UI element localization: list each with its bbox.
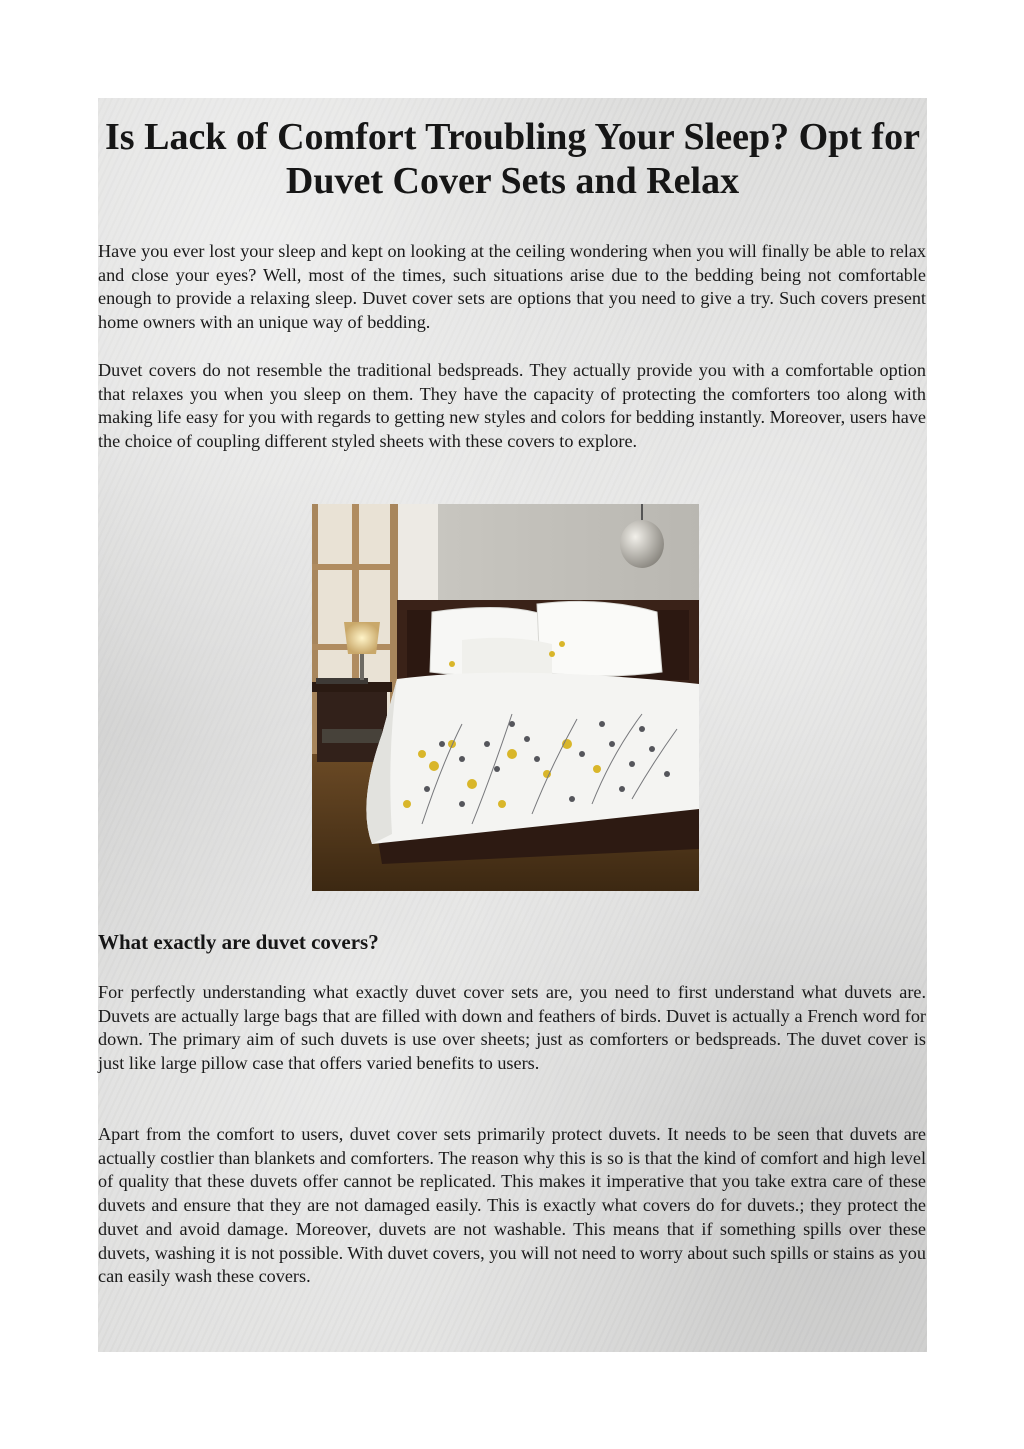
section-heading: What exactly are duvet covers?: [98, 930, 379, 954]
intro-paragraph-1: Have you ever lost your sleep and kept on looking at the ceiling wondering when you will finally be able to relax and close your eyes? Well, most of the times, such situations arise due to the bedding being not comfortable enough to provide a relaxing sleep. Duvet cover sets are options that you need to give a try. Such covers present home owners with an unique way of bedding.: [98, 241, 926, 333]
intro-paragraph-2: Duvet covers do not resemble the traditional bedspreads. They actually provide you with a comfortable option that relaxes you when you sleep on them. They have the capacity of protecting the comforters too along with making life easy for you with regards to getting new styles and colors for bedding instantly. Moreover, users have the choice of coupling different styled sheets with these covers to explore.: [98, 360, 926, 452]
section-paragraph-2: Apart from the comfort to users, duvet cover sets primarily protect duvets. It needs to be seen that duvets are actually costlier than blankets and comforters. The reason why this is so is that the kind of comfort and high level of quality that these duvets offer cannot be replicated. This makes it imperative that you take extra care of these duvets and ensure that they are not damaged easily. This is exactly what covers do for duvets.; they protect the duvet and avoid damage. Moreover, duvets are not washable. This means that if something spills over these duvets, washing it is not possible. With duvet covers, you will not need to worry about such spills or stains as you can easily wash these covers.: [98, 1124, 926, 1287]
article-title: Is Lack of Comfort Troubling Your Sleep? Opt for Duvet Cover Sets and Relax: [105, 116, 920, 202]
bedroom-duvet-photo: [312, 504, 699, 891]
section-paragraph-1: For perfectly understanding what exactly duvet cover sets are, you need to first understand what duvets are. Duvets are actually large bags that are filled with down and feathers of birds. Duvet is actually a French word for down. The primary aim of such duvets is use over sheets; just as comforters or bedspreads. The duvet cover is just like large pillow case that offers varied benefits to users.: [98, 982, 926, 1074]
